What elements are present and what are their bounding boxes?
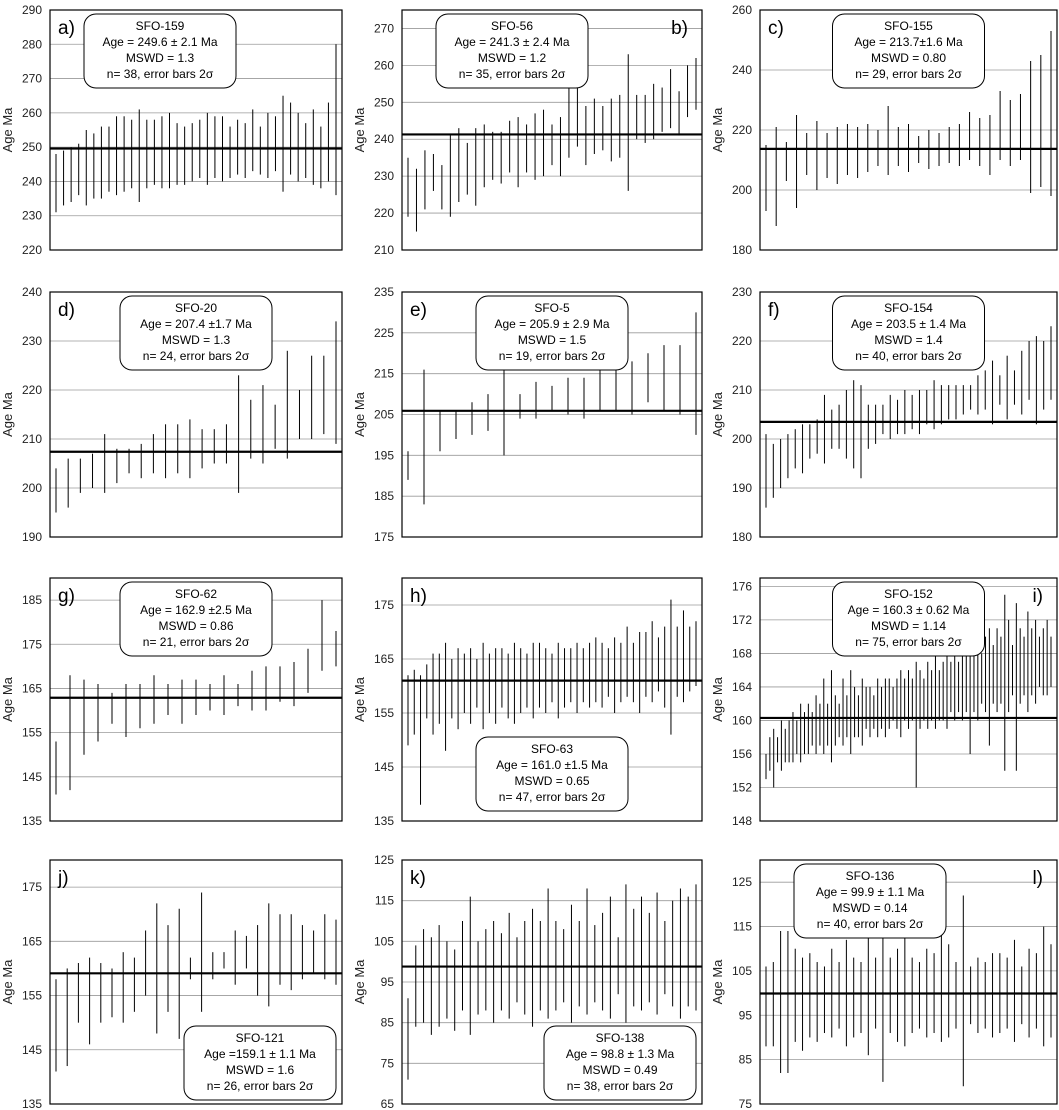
panel-f [710, 285, 1057, 544]
age-label: Age = 161.0 ±1.5 Ma [496, 758, 608, 772]
y-tick-label: 180 [731, 243, 752, 257]
panel-letter: h) [410, 586, 427, 607]
y-tick-label: 205 [373, 407, 394, 422]
y-tick-label: 75 [380, 1056, 394, 1071]
panel-c [710, 3, 1057, 257]
panel-letter: k) [410, 868, 426, 889]
y-tick-label: 152 [731, 780, 752, 795]
panel-letter: c) [768, 18, 784, 39]
sample-name: SFO-138 [595, 1031, 645, 1045]
y-tick-label: 155 [373, 706, 394, 720]
sample-name: SFO-159 [135, 19, 185, 33]
y-tick-label: 125 [373, 853, 394, 867]
panel-letter: a) [58, 18, 75, 39]
y-tick-label: 250 [373, 95, 394, 110]
mswd-label: MSWD = 1.3 [161, 333, 231, 347]
panel-g [0, 578, 342, 828]
mswd-label: MSWD = 1.14 [870, 619, 947, 633]
n-label: n= 29, error bars 2σ [855, 67, 962, 81]
mswd-label: MSWD = 0.65 [514, 774, 590, 788]
y-tick-label: 200 [21, 481, 42, 495]
mswd-label: MSWD = 1.2 [477, 51, 547, 65]
panel-letter: e) [410, 300, 427, 321]
y-tick-label: 115 [374, 893, 394, 908]
y-tick-label: 270 [373, 21, 394, 36]
panel-letter: i) [1032, 586, 1043, 607]
y-axis-label: Age Ma [0, 959, 15, 1005]
sample-name: SFO-152 [884, 587, 933, 601]
y-tick-label: 260 [373, 58, 394, 73]
y-tick-label: 85 [738, 1052, 752, 1067]
panel-letter: b) [671, 18, 688, 39]
n-label: n= 40, error bars 2σ [855, 349, 962, 363]
panel-i [710, 578, 1057, 828]
y-tick-label: 290 [21, 3, 42, 17]
sample-name: SFO-63 [530, 742, 574, 756]
y-tick-label: 135 [373, 814, 394, 828]
mswd-label: MSWD = 0.49 [582, 1063, 658, 1077]
n-label: n= 40, error bars 2σ [816, 917, 924, 931]
y-tick-label: 115 [732, 919, 752, 934]
y-tick-label: 235 [373, 285, 394, 299]
y-axis-label: Age Ma [0, 107, 15, 153]
y-axis-label: Age Ma [352, 959, 367, 1005]
y-tick-label: 175 [21, 637, 42, 652]
mswd-label: MSWD = 1.4 [874, 333, 943, 347]
y-tick-label: 200 [731, 183, 752, 197]
y-tick-label: 105 [731, 963, 752, 978]
y-axis-label: Age Ma [710, 107, 725, 153]
mswd-label: MSWD = 1.5 [517, 333, 587, 347]
y-tick-label: 240 [373, 132, 394, 147]
y-axis-label: Age Ma [710, 392, 725, 437]
y-tick-label: 165 [21, 934, 42, 949]
mswd-label: MSWD = 0.14 [832, 901, 908, 915]
age-label: Age = 98.8 ± 1.3 Ma [565, 1047, 675, 1061]
panel-e [352, 285, 702, 544]
y-tick-label: 190 [731, 481, 752, 495]
y-tick-label: 168 [731, 646, 752, 661]
y-tick-label: 260 [731, 3, 752, 17]
y-axis-label: Age Ma [710, 677, 725, 722]
panel-a [0, 3, 342, 257]
y-tick-label: 230 [21, 334, 42, 348]
y-tick-label: 190 [21, 530, 42, 544]
y-tick-label: 250 [21, 140, 42, 155]
y-tick-label: 95 [738, 1008, 752, 1023]
y-tick-label: 180 [731, 530, 752, 544]
y-tick-label: 175 [373, 530, 394, 544]
y-tick-label: 175 [373, 598, 394, 612]
y-tick-label: 172 [731, 612, 752, 627]
age-label: Age = 162.9 ±2.5 Ma [140, 603, 252, 617]
sample-name: SFO-62 [174, 587, 218, 601]
y-tick-label: 85 [380, 1015, 394, 1030]
y-tick-label: 185 [21, 593, 42, 608]
y-axis-label: Age Ma [0, 677, 15, 722]
y-tick-label: 165 [373, 652, 394, 666]
y-tick-label: 210 [373, 243, 394, 257]
y-tick-label: 220 [373, 206, 394, 221]
sample-name: SFO-121 [235, 1031, 285, 1045]
panel-letter: d) [58, 300, 75, 321]
n-label: n= 38, error bars 2σ [566, 1079, 674, 1093]
y-tick-label: 210 [21, 432, 42, 446]
y-tick-label: 155 [21, 725, 42, 740]
sample-name: SFO-136 [845, 869, 895, 883]
y-tick-label: 65 [380, 1097, 394, 1110]
y-tick-label: 105 [373, 934, 394, 949]
n-label: n= 47, error bars 2σ [498, 790, 606, 804]
y-tick-label: 176 [731, 579, 752, 594]
sample-name: SFO-5 [534, 301, 570, 315]
panel-d [0, 285, 342, 544]
age-label: Age = 160.3 ± 0.62 Ma [847, 603, 970, 617]
mswd-label: MSWD = 0.80 [870, 51, 947, 65]
age-label: Age =159.1 ± 1.1 Ma [204, 1047, 316, 1061]
y-tick-label: 220 [21, 383, 42, 397]
y-tick-label: 230 [373, 169, 394, 184]
y-tick-label: 125 [731, 875, 752, 890]
panel-letter: l) [1032, 868, 1043, 889]
y-tick-label: 164 [731, 679, 752, 694]
y-tick-label: 240 [21, 174, 42, 189]
y-tick-label: 165 [21, 681, 42, 696]
y-tick-label: 220 [731, 334, 752, 348]
y-tick-label: 220 [21, 243, 42, 257]
y-tick-label: 160 [731, 713, 752, 728]
age-label: Age = 99.9 ± 1.1 Ma [815, 885, 925, 899]
y-tick-label: 200 [731, 432, 752, 446]
y-tick-label: 230 [731, 285, 752, 299]
sample-name: SFO-56 [490, 19, 534, 33]
sample-name: SFO-154 [884, 301, 933, 315]
n-label: n= 35, error bars 2σ [458, 67, 566, 81]
n-label: n= 19, error bars 2σ [498, 349, 606, 363]
y-tick-label: 240 [731, 63, 752, 77]
y-tick-label: 240 [21, 285, 42, 299]
mswd-label: MSWD = 1.3 [125, 51, 195, 65]
n-label: n= 21, error bars 2σ [142, 635, 250, 649]
n-label: n= 38, error bars 2σ [106, 67, 214, 81]
mswd-label: MSWD = 0.86 [158, 619, 234, 633]
y-axis-label: Age Ma [352, 392, 367, 437]
panel-letter: f) [768, 300, 780, 321]
y-tick-label: 230 [21, 208, 42, 223]
panel-letter: j) [58, 868, 69, 889]
y-tick-label: 260 [21, 105, 42, 120]
y-tick-label: 225 [373, 325, 394, 340]
panel-h [352, 578, 702, 828]
y-tick-label: 270 [21, 71, 42, 86]
y-tick-label: 135 [21, 814, 42, 828]
y-tick-label: 210 [731, 383, 752, 397]
n-label: n= 75, error bars 2σ [855, 635, 962, 649]
y-axis-label: Age Ma [710, 959, 725, 1005]
age-label: Age = 213.7±1.6 Ma [854, 35, 963, 49]
y-tick-label: 175 [21, 880, 42, 895]
y-tick-label: 145 [21, 1042, 42, 1057]
age-label: Age = 207.4 ±1.7 Ma [140, 317, 252, 331]
n-label: n= 26, error bars 2σ [206, 1079, 314, 1093]
mswd-label: MSWD = 1.6 [225, 1063, 295, 1077]
panel-b [352, 10, 702, 257]
panel-l [710, 860, 1057, 1110]
y-tick-label: 156 [731, 746, 752, 761]
panel-k [352, 853, 702, 1110]
sample-name: SFO-155 [884, 19, 933, 33]
y-tick-label: 220 [731, 123, 752, 137]
y-tick-label: 280 [21, 37, 42, 52]
y-axis-label: Age Ma [352, 107, 367, 153]
y-tick-label: 185 [373, 489, 394, 504]
y-tick-label: 135 [21, 1097, 42, 1110]
age-label: Age = 241.3 ± 2.4 Ma [454, 35, 570, 49]
age-label: Age = 205.9 ± 2.9 Ma [494, 317, 610, 331]
y-tick-label: 95 [380, 975, 394, 989]
panel-letter: g) [58, 586, 75, 607]
y-axis-label: Age Ma [0, 392, 15, 437]
y-tick-label: 195 [373, 448, 394, 463]
panel-j [0, 860, 342, 1110]
y-tick-label: 75 [738, 1097, 752, 1110]
y-tick-label: 155 [21, 988, 42, 1003]
sample-name: SFO-20 [174, 301, 218, 315]
age-label: Age = 203.5 ± 1.4 Ma [851, 317, 966, 331]
y-tick-label: 215 [373, 366, 394, 381]
n-label: n= 24, error bars 2σ [142, 349, 250, 363]
age-label: Age = 249.6 ± 2.1 Ma [102, 35, 218, 49]
y-tick-label: 148 [731, 814, 752, 828]
y-axis-label: Age Ma [352, 677, 367, 722]
y-tick-label: 145 [21, 769, 42, 784]
y-tick-label: 145 [373, 760, 394, 774]
